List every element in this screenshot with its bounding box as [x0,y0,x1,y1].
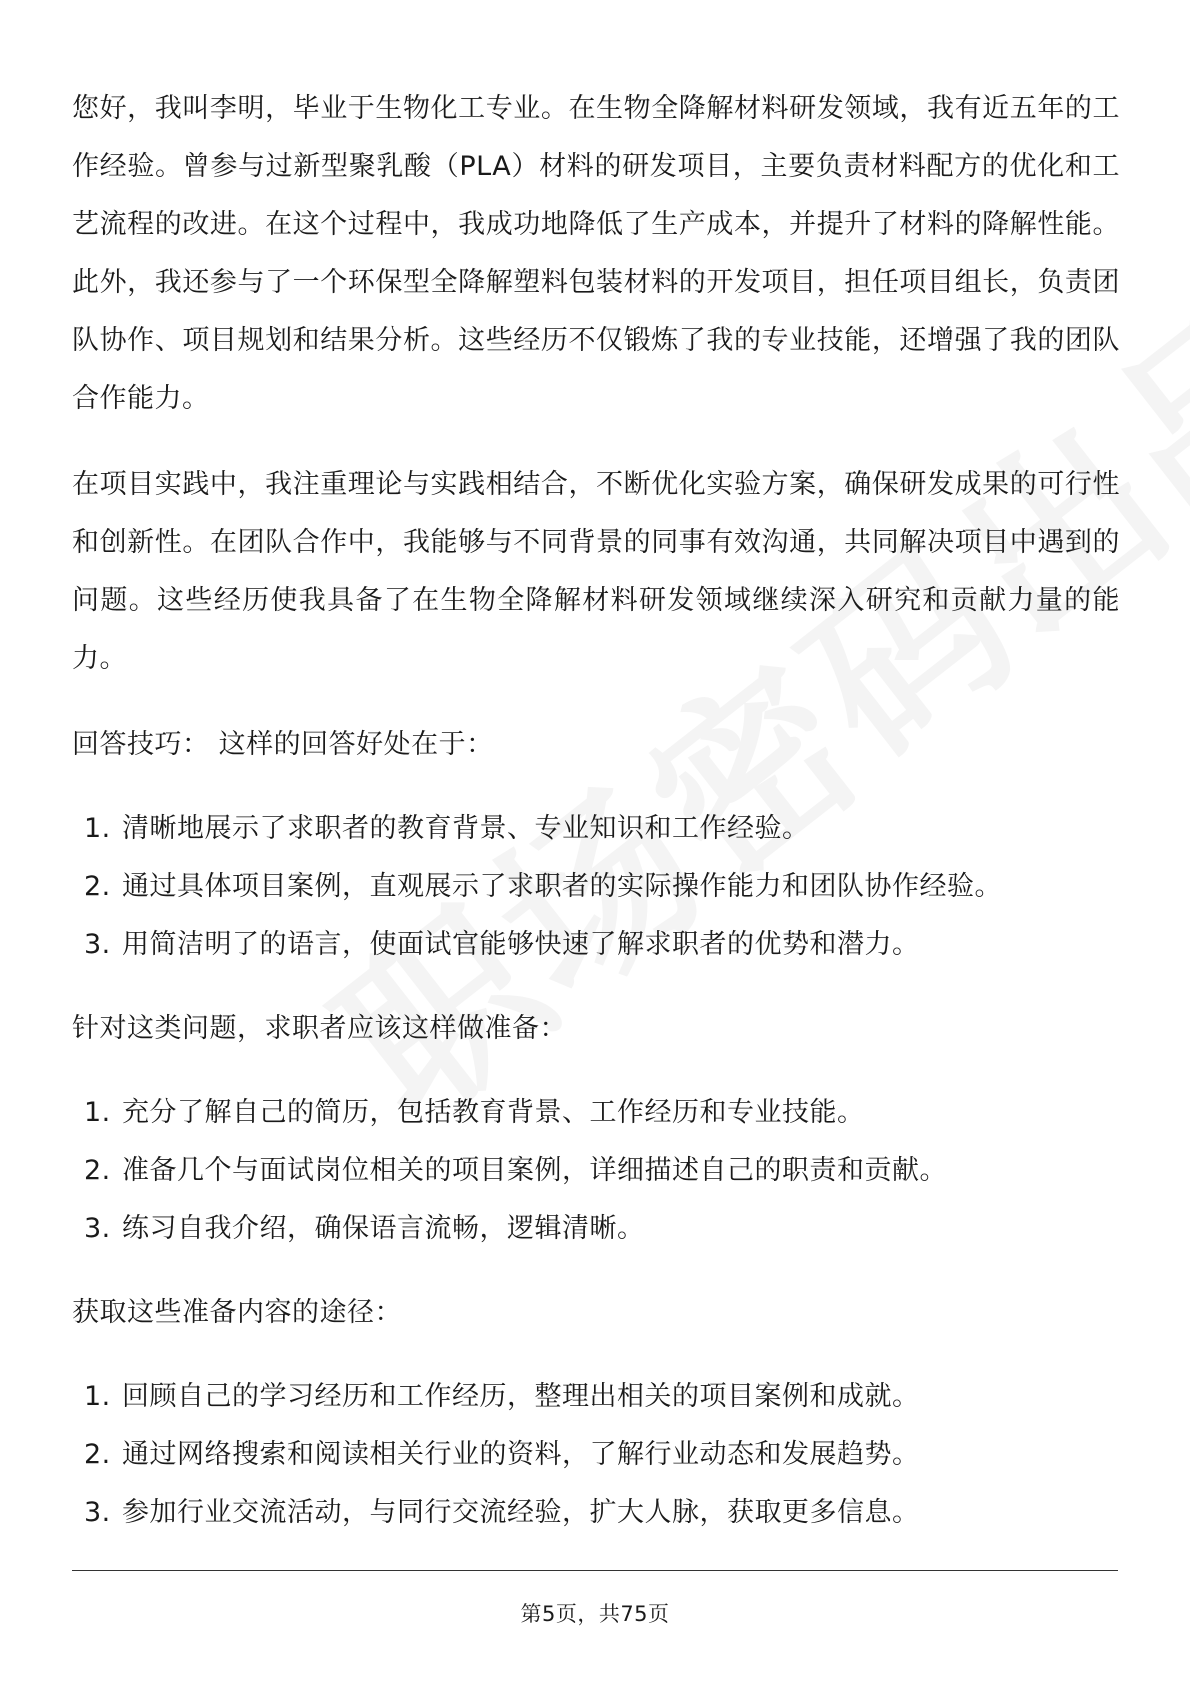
list-item-text: 练习自我介绍，确保语言流畅，逻辑清晰。 [122,1213,645,1244]
list-number: 1. [84,1381,111,1412]
list-item [72,1142,1120,1200]
intro-paragraph-1: 您好，我叫李明，毕业于生物化工专业。在生物全降解材料研发领域，我有近五年的工作经验。曾参与过新型聚乳酸（PLA）材料的研发项目，主要负责材料配方的优化和工艺流程的改进。在这个过程中，我成功地降低了生产成本，并提升了材料的降解性能。此外，我还参与了一个环保型全降解塑料包装材料的开发项目，担任项目组长，负责团队协作、项目规划和结果分析。这些经历不仅锻炼了我的专业技能，还增强了我的团队合作能力。 [72,93,1120,414]
list-number: 2. [84,1439,111,1470]
list-item [72,1200,1120,1258]
list-item [72,800,1120,858]
page-number: 第5页，共75页 [520,1602,670,1626]
list-item [72,858,1120,916]
list-item-text: 参加行业交流活动，与同行交流经验，扩大人脉，获取更多信息。 [122,1497,920,1528]
list-number: 2. [84,871,111,902]
list-item-text: 通过具体项目案例，直观展示了求职者的实际操作能力和团队协作经验。 [122,871,1002,902]
list-item-text: 通过网络搜索和阅读相关行业的资料，了解行业动态和发展趋势。 [122,1439,920,1470]
list-item-text: 用简洁明了的语言，使面试官能够快速了解求职者的优势和潜力。 [122,929,920,960]
list-number: 3. [84,1497,111,1528]
list-number: 2. [84,1155,111,1186]
list-number: 3. [84,1213,111,1244]
list-item-text: 回顾自己的学习经历和工作经历，整理出相关的项目案例和成就。 [122,1381,920,1412]
list-item-text: 清晰地展示了求职者的教育背景、专业知识和工作经验。 [122,813,810,844]
section-heading-preparation: 针对这类问题，求职者应该这样做准备： [72,1013,567,1044]
list-item-text: 充分了解自己的简历，包括教育背景、工作经历和专业技能。 [122,1097,865,1128]
sources-list [72,1368,1120,1542]
list-number: 1. [84,1097,111,1128]
list-item [72,1484,1120,1542]
list-item [72,1368,1120,1426]
footer-divider [72,1570,1118,1571]
list-item-text: 准备几个与面试岗位相关的项目案例，详细描述自己的职责和贡献。 [122,1155,947,1186]
document-body [72,80,1120,1568]
list-number: 1. [84,813,111,844]
intro-paragraph-2: 在项目实践中，我注重理论与实践相结合，不断优化实验方案，确保研发成果的可行性和创新性。在团队合作中，我能够与不同背景的同事有效沟通，共同解决项目中遇到的问题。这些经历使我具备了在生物全降解材料研发领域继续深入研究和贡献力量的能力。 [72,469,1120,674]
section-heading-answer-tips: 回答技巧： 这样的回答好处在于： [72,729,494,760]
section-heading-sources: 获取这些准备内容的途径： [72,1297,402,1328]
preparation-list [72,1084,1120,1258]
list-item [72,916,1120,974]
list-item [72,1426,1120,1484]
list-number: 3. [84,929,111,960]
list-item [72,1084,1120,1142]
answer-tips-list [72,800,1120,974]
